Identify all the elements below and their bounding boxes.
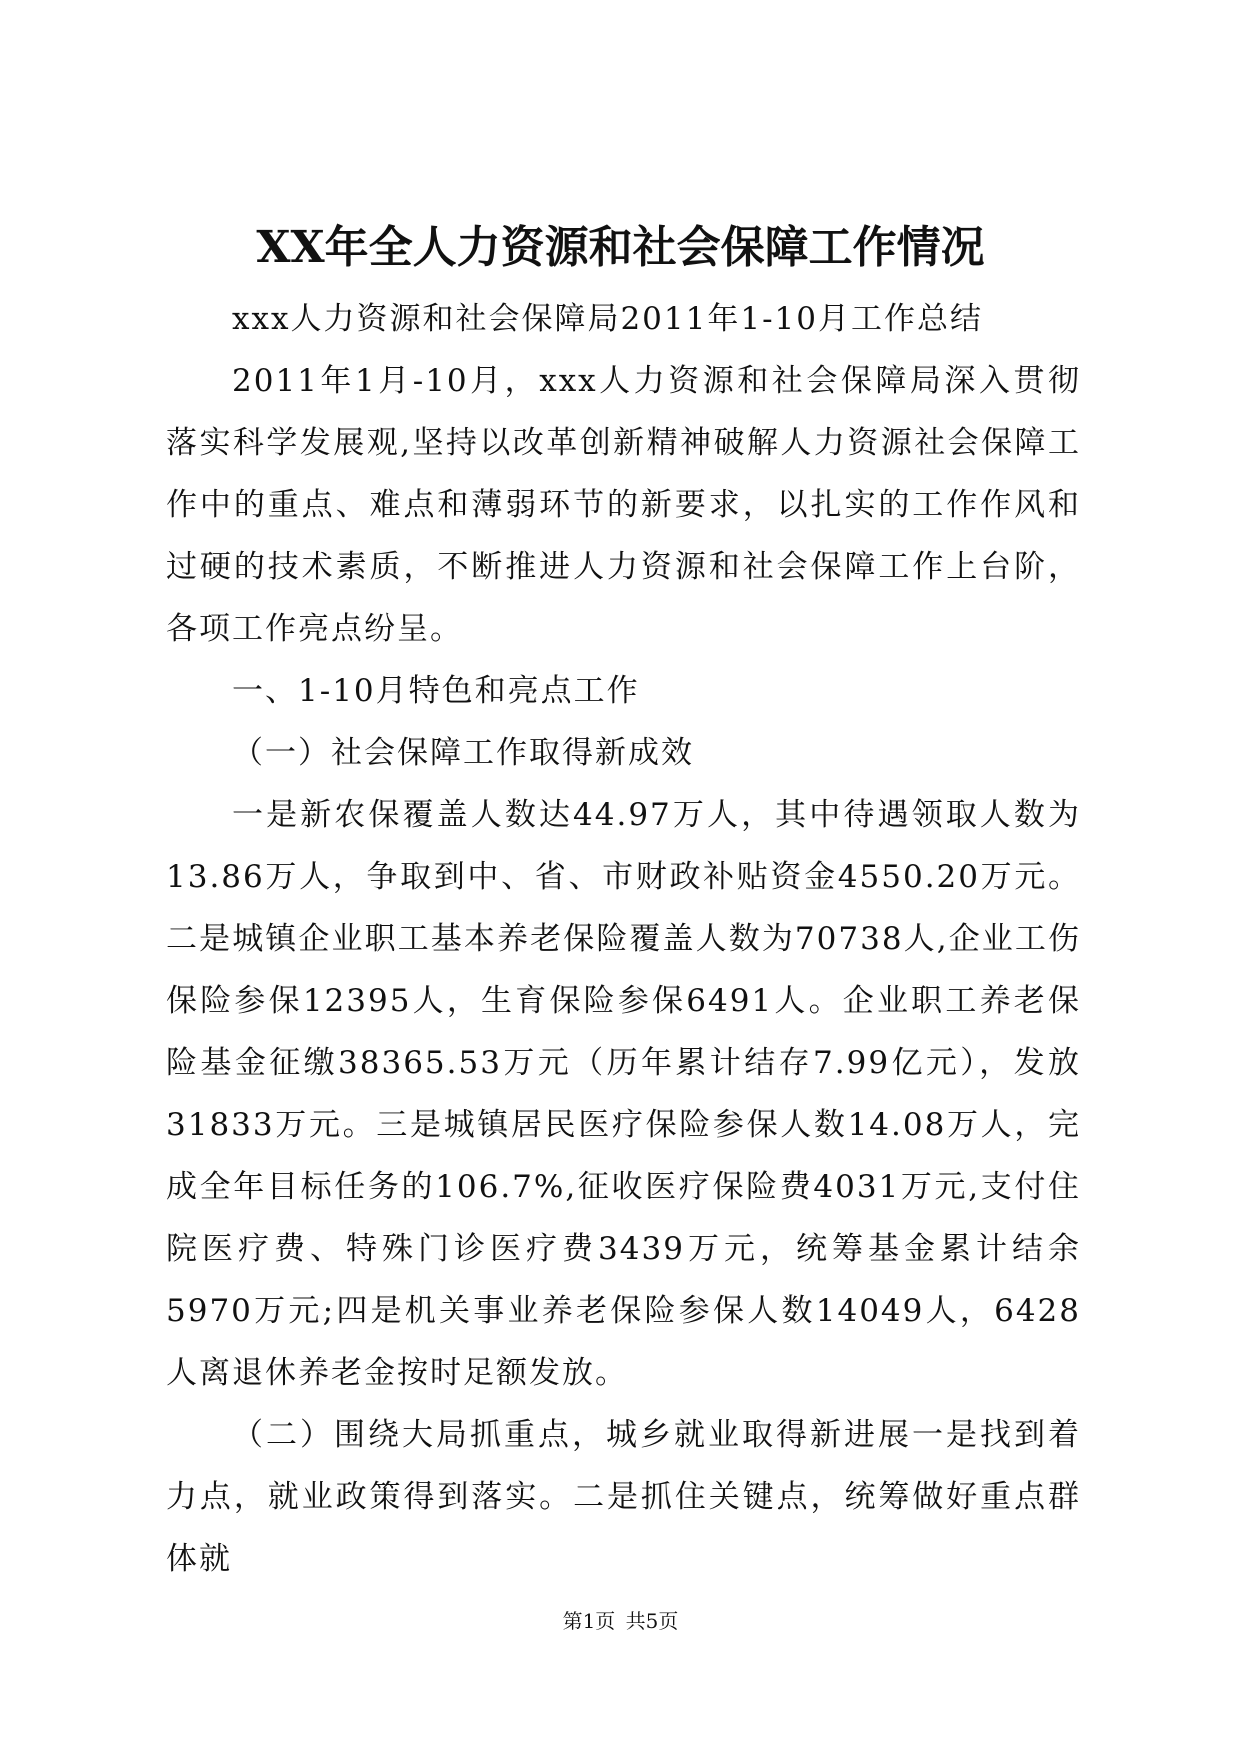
document-body xyxy=(166,288,1081,1590)
document-subtitle: xxx人力资源和社会保障局2011年1-10月工作总结 xyxy=(232,301,983,337)
subsection-heading-2: （二）围绕大局抓重点，城乡就业取得新进展一是找到着力点，就业政策得到落实。二是抓住关键点，统筹做好重点群体就 xyxy=(166,1417,1081,1577)
section-heading-1: 一、1-10月特色和亮点工作 xyxy=(232,673,640,709)
subsection-heading-1: （一）社会保障工作取得新成效 xyxy=(232,735,694,771)
page-footer xyxy=(0,1606,1241,1636)
page-number: 第1页 xyxy=(562,1609,616,1633)
page-total: 共5页 xyxy=(625,1609,679,1633)
paragraph-social-security: 一是新农保覆盖人数达44.97万人，其中待遇领取人数为13.86万人，争取到中、省、市财政补贴资金4550.20万元。二是城镇企业职工基本养老保险覆盖人数为70738人,企业工伤保险参保12395人，生育保险参保6491人。企业职工养老保险基金征缴38365.53万元（历年累计结存7.99亿元），发放31833万元。三是城镇居民医疗保险参保人数14.08万人，完成全年目标任务的106.7%,征收医疗保险费4031万元,支付住院医疗费、特殊门诊医疗费3439万元，统筹基金累计结余5970万元;四是机关事业养老保险参保人数14049人，6428人离退休养老金按时足额发放。 xyxy=(166,797,1081,1391)
document-title: XX年全人力资源和社会保障工作情况 xyxy=(256,222,985,273)
paragraph-intro: 2011年1月-10月，xxx人力资源和社会保障局深入贯彻落实科学发展观,坚持以改革创新精神破解人力资源社会保障工作中的重点、难点和薄弱环节的新要求，以扎实的工作作风和过硬的技术素质，不断推进人力资源和社会保障工作上台阶，各项工作亮点纷呈。 xyxy=(166,363,1081,647)
